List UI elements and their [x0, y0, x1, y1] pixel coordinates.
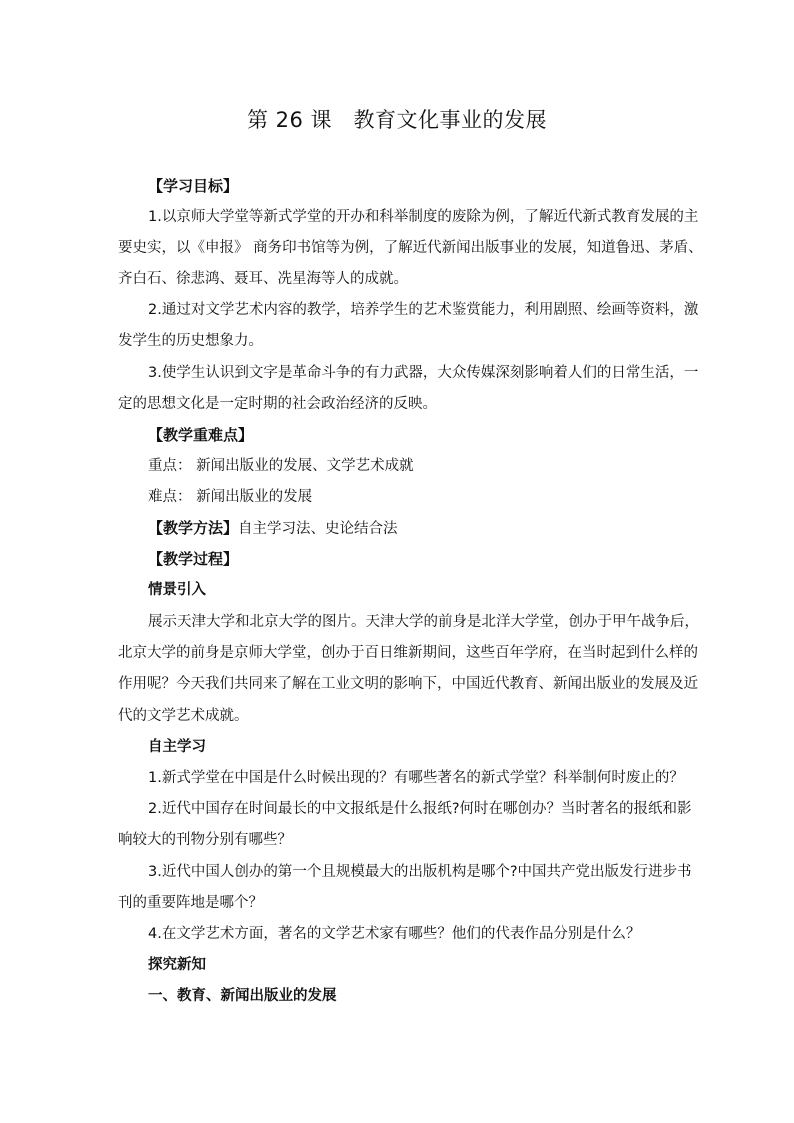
objective-3-line-2: 定的思想文化是一定时期的社会政治经济的反映。 — [118, 396, 437, 412]
lesson-title: 第 26 课 教育文化事业的发展 — [246, 108, 548, 132]
intro-line-4: 代的文学艺术成就。 — [118, 708, 249, 724]
objective-1-line-3: 齐白石、徐悲鸿、聂耳、冼星海等人的成就。 — [118, 271, 408, 287]
question-4: 4.在文学艺术方面，著名的文学艺术家有哪些？他们的代表作品分别是什么？ — [148, 926, 641, 942]
question-3-line-1: 3.近代中国人创办的第一个且规模最大的出版机构是哪个?中国共产党出版发行进步书 — [148, 864, 692, 880]
process-heading: 【教学过程】 — [148, 550, 239, 568]
explore-heading: 探究新知 — [148, 957, 206, 973]
objective-1-line-1: 1.以京师大学堂等新式学堂的开办和科举制度的废除为例，了解近代新式教育发展的主 — [148, 209, 699, 225]
objective-2-line-1: 2.通过对文学艺术内容的教学，培养学生的艺术鉴赏能力，利用剧照、绘画等资料，激 — [148, 302, 699, 318]
objective-3-line-1: 3.使学生认识到文字是革命斗争的有力武器，大众传媒深刻影响着人们的日常生活，一 — [148, 365, 699, 381]
key-point-text: 重点： 新闻出版业的发展、文学艺术成就 — [148, 458, 414, 474]
section-one-heading: 一、教育、新闻出版业的发展 — [148, 988, 337, 1004]
method-text: 自主学习法、史论结合法 — [238, 521, 398, 537]
intro-heading: 情景引入 — [148, 582, 206, 598]
intro-line-3: 作用呢？今天我们共同来了解在工业文明的影响下，中国近代教育、新闻出版业的发展及近 — [118, 676, 698, 692]
key-points-heading: 【教学重难点】 — [148, 426, 254, 444]
question-2-line-1: 2.近代中国存在时间最长的中文报纸是什么报纸?何时在哪创办？当时著名的报纸和影 — [148, 801, 692, 817]
objective-1-line-2: 要史实，以《申报》 商务印书馆等为例，了解近代新闻出版事业的发展，知道鲁迅、茅盾、 — [118, 240, 703, 256]
objective-2-line-2: 发学生的历史想象力。 — [118, 333, 263, 349]
question-1: 1.新式学堂在中国是什么时候出现的？有哪些著名的新式学堂？科举制何时废止的？ — [148, 770, 684, 786]
difficult-point-text: 难点： 新闻出版业的发展 — [148, 489, 313, 505]
question-3-line-2: 刊的重要阵地是哪个？ — [118, 895, 263, 911]
self-study-heading: 自主学习 — [148, 739, 206, 755]
objectives-heading: 【学习目标】 — [148, 177, 239, 195]
method-line — [148, 518, 398, 539]
question-2-line-2: 响较大的刊物分别有哪些？ — [118, 832, 292, 848]
method-heading: 【教学方法】 — [148, 519, 239, 537]
intro-line-2: 北京大学的前身是京师大学堂，创办于百日维新期间，这些百年学府，在当时起到什么样的 — [118, 645, 698, 661]
intro-line-1: 展示天津大学和北京大学的图片。天津大学的前身是北洋大学堂，创办于甲午战争后， — [148, 614, 699, 630]
